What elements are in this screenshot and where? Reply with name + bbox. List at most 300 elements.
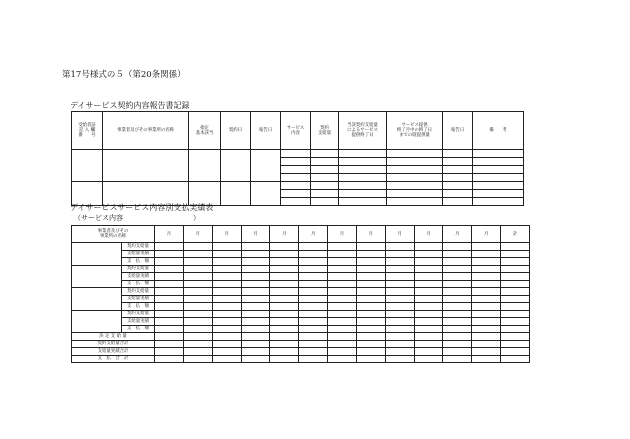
payment-cell [212,273,241,281]
payment-cell [183,333,212,341]
report-cell [387,182,443,190]
payment-cell [385,250,414,258]
payment-cell [501,273,530,281]
payment-cell [501,318,530,326]
payment-cell [385,280,414,288]
payment-cell [270,243,299,251]
report-cell [387,190,443,198]
payment-cell [443,243,472,251]
report-cell [339,166,387,174]
report-cell [339,190,387,198]
payment-cell [385,355,414,363]
payment-row-label: 支 払 額 [122,325,155,333]
report-header-cell: サービス 内容 [281,112,311,150]
payment-row-label: 契約支給量 [122,288,155,296]
month-header: 月 [328,226,357,243]
report-cell [221,150,251,182]
payment-cell [414,333,443,341]
payment-cell [443,310,472,318]
payment-record-table [71,225,530,363]
payment-cell [385,273,414,281]
payment-cell [385,333,414,341]
report-cell [387,174,443,182]
report-cell [339,174,387,182]
payment-cell [356,340,385,348]
payment-cell [241,273,270,281]
business-cell [72,288,122,311]
payment-cell [472,310,501,318]
payment-cell [241,295,270,303]
report-header-cell: 事業者及びその事業所の名称 [103,112,189,150]
payment-cell [183,265,212,273]
payment-cell [241,355,270,363]
payment-cell [155,295,184,303]
payment-cell [299,243,328,251]
report-header-cell: 備 考 [473,112,524,150]
payment-cell [183,303,212,311]
payment-cell [328,310,357,318]
payment-cell [270,295,299,303]
payment-row [72,318,530,326]
report-row [72,150,524,158]
report-cell [339,182,387,190]
payment-cell [472,258,501,266]
payment-cell [356,303,385,311]
payment-cell [443,340,472,348]
payment-footer-row [72,355,530,363]
payment-cell [299,258,328,266]
payment-cell [385,288,414,296]
business-cell [72,265,122,288]
payment-cell [414,280,443,288]
payment-cell [328,303,357,311]
payment-cell [212,295,241,303]
payment-cell [356,250,385,258]
report-cell [387,150,443,158]
payment-cell [328,258,357,266]
payment-cell [414,310,443,318]
report-cell [443,198,473,206]
payment-cell [155,325,184,333]
payment-row [72,258,530,266]
payment-cell [414,325,443,333]
payment-cell [328,265,357,273]
payment-cell [212,340,241,348]
payment-cell [443,348,472,356]
payment-cell [385,325,414,333]
payment-cell [183,243,212,251]
payment-cell [212,333,241,341]
payment-cell [212,303,241,311]
payment-cell [328,288,357,296]
payment-cell [241,333,270,341]
payment-cell [443,303,472,311]
payment-cell [299,250,328,258]
payment-cell [414,258,443,266]
payment-cell [212,348,241,356]
payment-cell [356,318,385,326]
report-cell [281,158,311,166]
report-cell [311,158,339,166]
month-header: 月 [356,226,385,243]
report-cell [281,190,311,198]
payment-cell [241,265,270,273]
payment-row [72,250,530,258]
payment-footer-row [72,340,530,348]
payment-cell [212,280,241,288]
payment-cell [472,243,501,251]
payment-cell [356,310,385,318]
payment-cell [328,273,357,281]
payment-cell [443,333,472,341]
payment-cell [443,295,472,303]
payment-cell [443,273,472,281]
report-cell [443,182,473,190]
payment-cell [356,348,385,356]
report-cell [473,174,524,182]
payment-cell [328,355,357,363]
report-cell [281,150,311,158]
payment-cell [385,310,414,318]
payment-cell [414,318,443,326]
payment-cell [183,273,212,281]
report-row [72,182,524,190]
payment-cell [299,280,328,288]
report-header-cell: 契約日 [221,112,251,150]
payment-cell [328,280,357,288]
form-number: 第17号様式の５（第20条関係） [62,70,186,80]
payment-cell [299,325,328,333]
payment-row-label: 支給量実績 [122,273,155,281]
payment-cell [183,355,212,363]
payment-cell [501,348,530,356]
payment-cell [385,348,414,356]
payment-cell [356,273,385,281]
report-cell [473,166,524,174]
payment-cell [328,348,357,356]
payment-header-row [72,226,530,243]
report-header-cell: サービス提供 終了月中の終了日 までの既提供量 [387,112,443,150]
payment-cell [270,303,299,311]
payment-cell [212,265,241,273]
payment-row-label: 支 払 額 [122,280,155,288]
payment-row-label: 契約支給量 [122,310,155,318]
payment-cell [472,318,501,326]
payment-cell [385,265,414,273]
report-header-row [72,112,524,150]
payment-cell [299,303,328,311]
payment-cell [356,243,385,251]
payment-cell [270,310,299,318]
month-header: 月 [443,226,472,243]
payment-cell [241,250,270,258]
payment-cell [356,280,385,288]
corner-label: 事業者及びその 事業所の名称 [72,226,155,243]
month-header: 月 [212,226,241,243]
payment-cell [241,258,270,266]
payment-section-title: デイサービスサービス内容別支払実績表 [70,203,214,212]
payment-cell [356,265,385,273]
report-cell [387,158,443,166]
month-header: 月 [270,226,299,243]
payment-cell [501,355,530,363]
payment-cell [183,325,212,333]
payment-cell [299,318,328,326]
report-cell [281,182,311,190]
report-cell [311,150,339,158]
report-header-cell: 報告日 [443,112,473,150]
payment-cell [155,258,184,266]
payment-cell [328,340,357,348]
payment-cell [155,340,184,348]
payment-cell [356,355,385,363]
payment-cell [183,280,212,288]
report-section-title: デイサービス契約内容報告書記録 [70,101,190,110]
payment-cell [212,243,241,251]
payment-cell [270,325,299,333]
payment-cell [241,303,270,311]
payment-cell [443,355,472,363]
payment-cell [414,243,443,251]
payment-cell [241,243,270,251]
payment-cell [183,258,212,266]
business-cell [72,310,122,333]
payment-row [72,265,530,273]
report-header-cell: 契約 支給量 [311,112,339,150]
payment-cell [212,325,241,333]
payment-cell [472,250,501,258]
payment-cell [501,295,530,303]
payment-cell [183,318,212,326]
payment-cell [414,288,443,296]
month-header: 月 [472,226,501,243]
payment-cell [270,340,299,348]
payment-row [72,303,530,311]
payment-row [72,288,530,296]
payment-cell [385,258,414,266]
report-cell [339,198,387,206]
payment-cell [270,250,299,258]
total-header: 計 [501,226,530,243]
payment-cell [270,318,299,326]
payment-cell [501,303,530,311]
payment-cell [241,325,270,333]
report-cell [311,166,339,174]
payment-cell [270,355,299,363]
payment-cell [328,333,357,341]
payment-cell [356,333,385,341]
payment-cell [212,258,241,266]
payment-cell [414,340,443,348]
payment-cell [356,288,385,296]
payment-cell [328,295,357,303]
payment-cell [241,288,270,296]
payment-cell [155,310,184,318]
payment-cell [212,318,241,326]
payment-cell [472,333,501,341]
payment-cell [299,340,328,348]
payment-cell [414,348,443,356]
payment-cell [155,273,184,281]
payment-cell [501,340,530,348]
payment-cell [155,303,184,311]
payment-cell [270,280,299,288]
payment-cell [155,333,184,341]
payment-cell [501,310,530,318]
payment-cell [241,310,270,318]
payment-cell [443,280,472,288]
payment-row [72,243,530,251]
report-cell [103,150,189,182]
month-header: 月 [155,226,184,243]
payment-cell [501,280,530,288]
report-cell [473,190,524,198]
payment-cell [212,250,241,258]
payment-cell [501,243,530,251]
payment-row [72,325,530,333]
report-cell [443,190,473,198]
payment-cell [183,288,212,296]
payment-cell [356,295,385,303]
payment-cell [472,273,501,281]
payment-cell [443,318,472,326]
payment-cell [385,318,414,326]
payment-cell [414,265,443,273]
report-cell [281,174,311,182]
report-cell [443,150,473,158]
payment-cell [472,280,501,288]
payment-cell [501,325,530,333]
payment-cell [328,250,357,258]
report-cell [281,198,311,206]
month-header: 月 [183,226,212,243]
payment-cell [472,340,501,348]
month-header: 月 [414,226,443,243]
payment-cell [299,355,328,363]
payment-cell [356,325,385,333]
report-header-cell: 報告日 [251,112,281,150]
payment-cell [270,288,299,296]
payment-cell [241,318,270,326]
payment-cell [299,310,328,318]
payment-cell [155,318,184,326]
payment-cell [212,288,241,296]
payment-cell [155,250,184,258]
payment-cell [183,250,212,258]
report-cell [251,150,281,182]
payment-cell [443,325,472,333]
payment-cell [299,348,328,356]
payment-cell [212,355,241,363]
month-header: 月 [385,226,414,243]
payment-cell [212,310,241,318]
payment-cell [414,303,443,311]
report-cell [339,150,387,158]
report-header-cell: 受給者証 記 入 欄 番 号 [72,112,103,150]
payment-cell [270,258,299,266]
payment-cell [385,295,414,303]
report-cell [443,174,473,182]
payment-cell [183,310,212,318]
payment-cell [270,348,299,356]
payment-cell [443,265,472,273]
payment-cell [155,280,184,288]
payment-cell [443,250,472,258]
report-cell [189,150,221,182]
payment-cell [385,340,414,348]
report-cell [443,158,473,166]
report-cell [387,166,443,174]
payment-cell [472,295,501,303]
report-cell [339,158,387,166]
payment-cell [155,288,184,296]
payment-cell [472,325,501,333]
payment-cell [241,340,270,348]
payment-cell [414,250,443,258]
footer-label: 決 定 支 給 量 [72,333,155,341]
footer-label: 支 払 合 計 [72,355,155,363]
report-cell [387,198,443,206]
payment-cell [414,355,443,363]
report-header-cell: 指定 基本該当 [189,112,221,150]
payment-row-label: 支給量実績 [122,318,155,326]
payment-cell [501,265,530,273]
payment-cell [328,318,357,326]
report-cell [473,150,524,158]
payment-cell [472,265,501,273]
report-cell [251,182,281,206]
report-cell [221,182,251,206]
report-cell [443,166,473,174]
payment-cell [414,295,443,303]
payment-cell [328,243,357,251]
payment-cell [385,243,414,251]
payment-cell [299,265,328,273]
payment-cell [155,243,184,251]
payment-cell [270,265,299,273]
payment-row-label: 支給量実績 [122,295,155,303]
report-cell [281,166,311,174]
payment-cell [183,348,212,356]
payment-cell [472,355,501,363]
payment-cell [241,280,270,288]
report-cell [473,158,524,166]
report-cell [311,198,339,206]
month-header: 月 [241,226,270,243]
payment-cell [328,325,357,333]
payment-cell [299,288,328,296]
payment-cell [155,348,184,356]
payment-row-label: 支 払 額 [122,303,155,311]
payment-cell [501,250,530,258]
payment-section-subtitle: （サービス内容 ） [74,214,200,222]
contract-report-table [71,111,524,206]
payment-row-label: 契約支給量 [122,243,155,251]
payment-cell [472,288,501,296]
report-header-cell: 当該契約支給量 によるサービス 提供終了日 [339,112,387,150]
payment-cell [241,348,270,356]
payment-row-label: 支給量実績 [122,250,155,258]
payment-cell [356,258,385,266]
payment-row-label: 支 払 額 [122,258,155,266]
payment-cell [270,273,299,281]
business-cell [72,243,122,266]
payment-row [72,280,530,288]
footer-label: 契約支給量合計 [72,340,155,348]
payment-cell [501,258,530,266]
report-cell [311,190,339,198]
payment-cell [472,348,501,356]
